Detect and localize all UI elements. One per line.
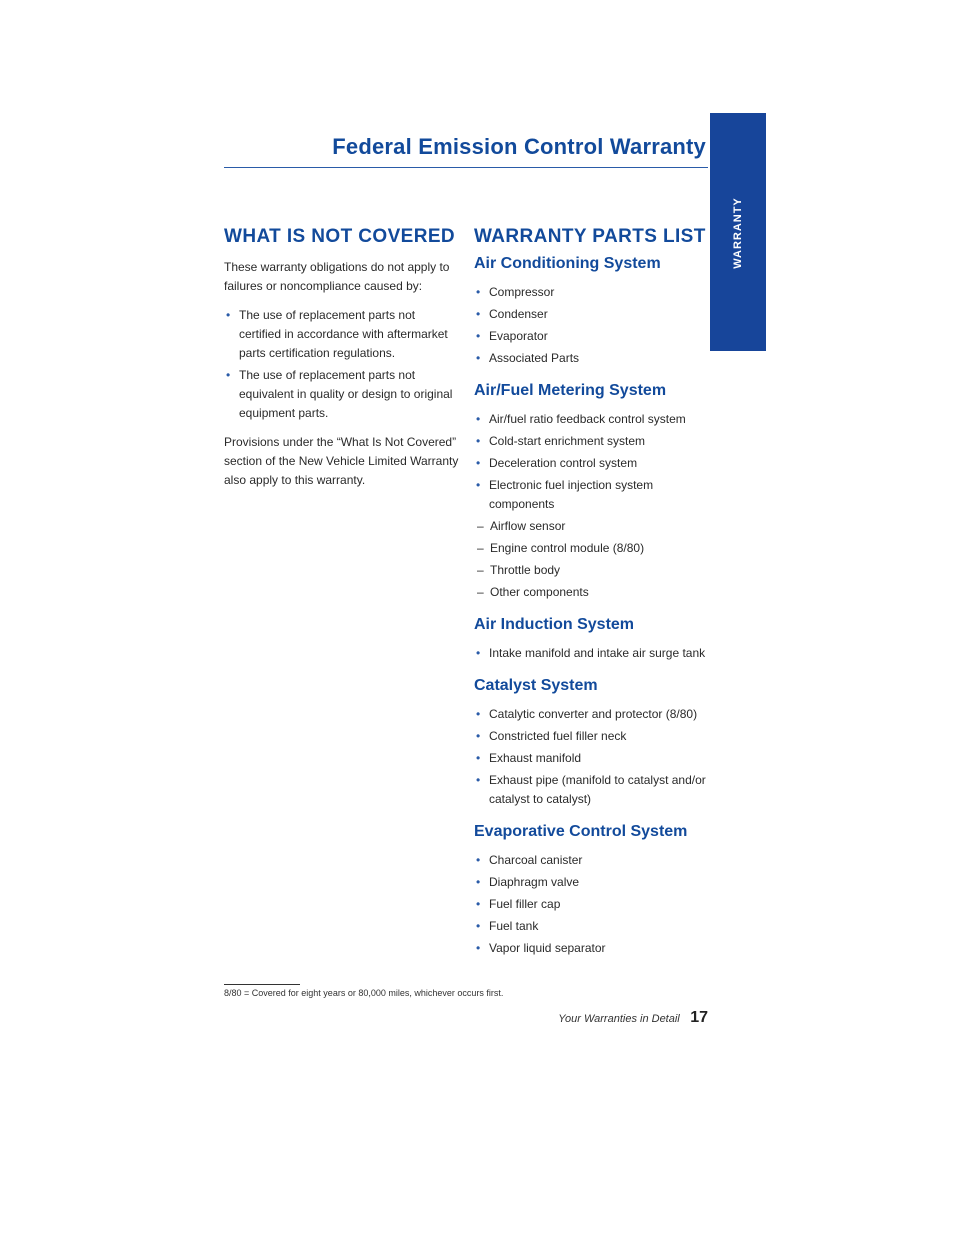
sub-list-item: – Engine control module (8/80)	[474, 539, 710, 558]
section-evaporative-control	[474, 822, 710, 958]
bullet-icon: •	[476, 729, 481, 743]
bullet-icon: •	[476, 751, 481, 765]
bullet-icon: •	[476, 853, 481, 867]
list-item: • Deceleration control system	[474, 454, 710, 473]
bullet-icon: •	[476, 351, 481, 365]
section-air-induction	[474, 615, 710, 663]
side-tab-label: WARRANTY	[732, 197, 744, 269]
right-column	[474, 226, 710, 971]
bullet-icon: •	[476, 329, 481, 343]
list-item: • Air/fuel ratio feedback control system	[474, 410, 710, 429]
bullet-icon: •	[476, 434, 481, 448]
not-covered-heading: WHAT IS NOT COVERED	[224, 226, 456, 247]
list-item: • Associated Parts	[474, 349, 710, 368]
sub-list-item: – Airflow sensor	[474, 517, 710, 536]
not-covered-closing: Provisions under the “What Is Not Covered” section of the New Vehicle Limited Warranty also apply to this warranty.	[224, 435, 459, 487]
parts-list-heading: WARRANTY PARTS LIST	[474, 226, 706, 247]
dash-icon: –	[477, 541, 484, 555]
list-item: • Constricted fuel filler neck	[474, 727, 710, 746]
list-item: • Vapor liquid separator	[474, 939, 710, 958]
section-air-fuel-metering	[474, 381, 710, 602]
section-title: Air/Fuel Metering System	[474, 382, 667, 399]
bullet-icon: •	[476, 412, 481, 426]
not-covered-intro: These warranty obligations do not apply to failures or noncompliance caused by:	[224, 260, 450, 293]
list-item: • Exhaust pipe (manifold to catalyst and/or catalyst to catalyst)	[476, 773, 706, 806]
list-item: • Catalytic converter and protector (8/80)	[474, 705, 710, 724]
footnote: 8/80 = Covered for eight years or 80,000 miles, whichever occurs first.	[224, 988, 504, 998]
sub-list-item: – Throttle body	[474, 561, 710, 580]
list-item: • Cold-start enrichment system	[474, 432, 710, 451]
list-item: • The use of replacement parts not equivalent in quality or design to original equipment parts.	[226, 368, 453, 420]
page-number: 17	[690, 1009, 708, 1026]
bullet-icon: •	[476, 307, 481, 321]
bullet-icon: •	[226, 368, 231, 382]
list-item: • Charcoal canister	[474, 851, 710, 870]
bullet-icon: •	[476, 478, 481, 492]
section-title: Evaporative Control System	[474, 823, 688, 840]
list-item: • Intake manifold and intake air surge tank	[474, 644, 710, 663]
list-item: • Condenser	[474, 305, 710, 324]
sub-list-item: – Other components	[474, 583, 710, 602]
side-tab	[710, 113, 766, 351]
not-covered-list	[224, 306, 460, 423]
bullet-icon: •	[226, 308, 231, 322]
list-item: • Evaporator	[474, 327, 710, 346]
page-title: Federal Emission Control Warranty	[332, 134, 706, 159]
bullet-icon: •	[476, 773, 481, 787]
left-column	[224, 226, 460, 500]
bullet-icon: •	[476, 941, 481, 955]
section-title: Air Conditioning System	[474, 255, 661, 272]
list-item: • Fuel tank	[474, 917, 710, 936]
bullet-icon: •	[476, 646, 481, 660]
section-catalyst	[474, 676, 710, 809]
dash-icon: –	[477, 563, 484, 577]
footnote-rule	[224, 984, 300, 985]
folio-text: Your Warranties in Detail	[558, 1013, 680, 1025]
dash-icon: –	[477, 519, 484, 533]
bullet-icon: •	[476, 456, 481, 470]
bullet-icon: •	[476, 707, 481, 721]
list-item: • Exhaust manifold	[474, 749, 710, 768]
bullet-icon: •	[476, 875, 481, 889]
bullet-icon: •	[476, 919, 481, 933]
section-title: Air Induction System	[474, 616, 635, 633]
list-item: • Compressor	[474, 283, 710, 302]
list-item: • The use of replacement parts not certified in accordance with aftermarket parts certification regulations.	[226, 308, 448, 360]
section-title: Catalyst System	[474, 677, 598, 694]
bullet-icon: •	[476, 897, 481, 911]
dash-icon: –	[477, 585, 484, 599]
section-air-conditioning	[474, 254, 710, 368]
page-folio	[558, 1009, 708, 1027]
title-rule	[224, 167, 708, 168]
list-item: • Fuel filler cap	[474, 895, 710, 914]
bullet-icon: •	[476, 285, 481, 299]
list-item: • Diaphragm valve	[474, 873, 710, 892]
list-item: • Electronic fuel injection system components	[476, 478, 654, 511]
